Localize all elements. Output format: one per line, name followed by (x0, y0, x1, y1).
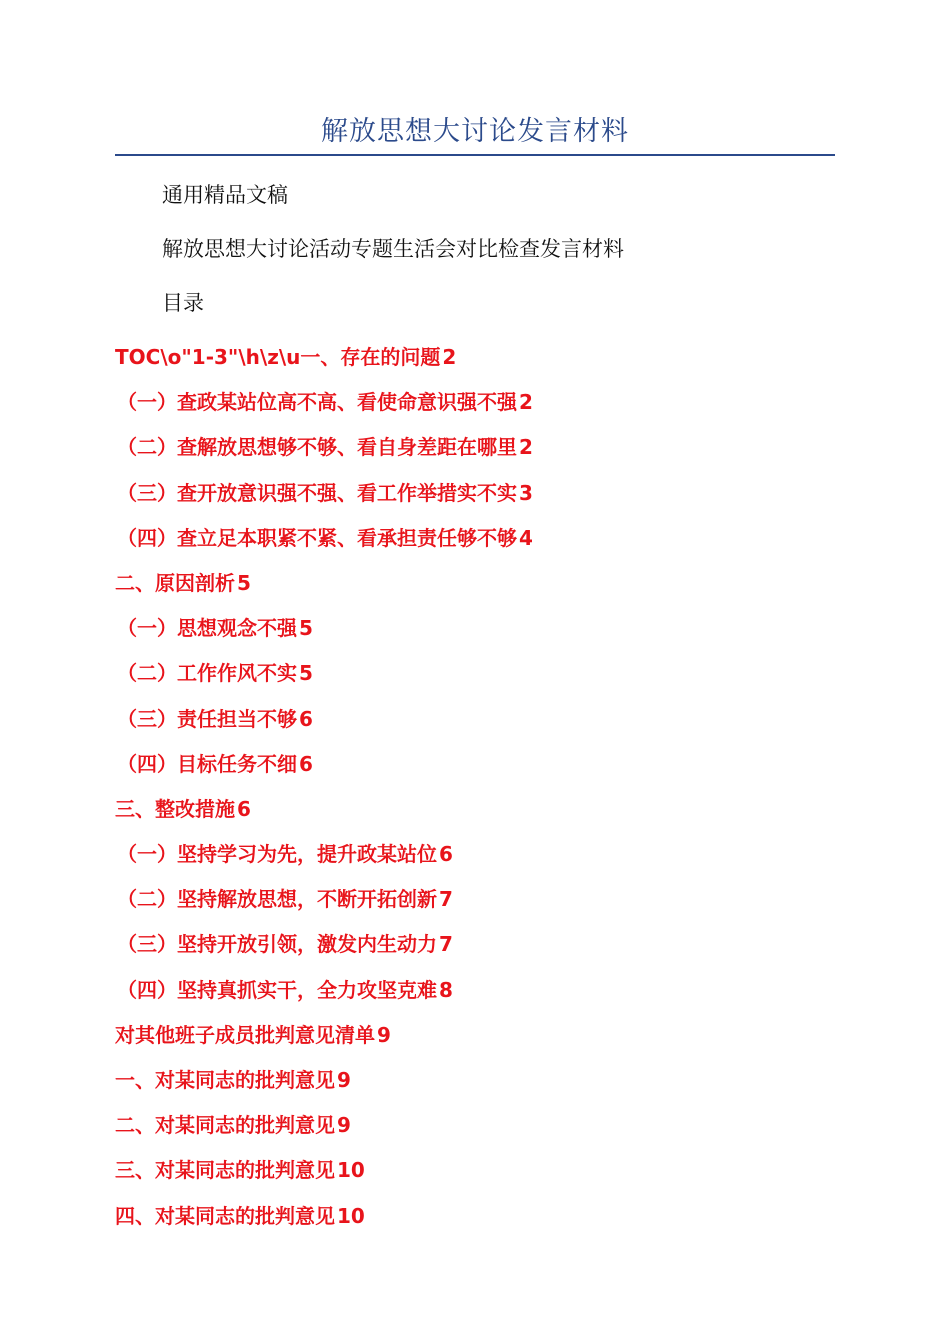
toc-entry-text: （一）坚持学习为先，提升政某站位 (117, 842, 437, 867)
toc-entry[interactable] (115, 748, 533, 793)
toc-entry[interactable] (115, 567, 533, 612)
toc-entry[interactable] (115, 883, 533, 928)
toc-entry-text: （四）目标任务不细 (117, 751, 297, 776)
toc-entry[interactable] (115, 1019, 533, 1064)
toc-entry-text: 四、对某同志的批判意见 (115, 1203, 335, 1228)
toc-entry[interactable] (115, 341, 533, 386)
toc-page-number: 7 (439, 932, 453, 957)
toc-page-number: 4 (519, 525, 533, 550)
toc-entry[interactable] (115, 522, 533, 567)
toc-entry[interactable] (115, 431, 533, 476)
toc-page-number: 6 (299, 751, 313, 776)
toc-page-number: 9 (337, 1113, 351, 1138)
toc-entry-text: （四）查立足本职紧不紧、看承担责任够不够 (117, 525, 517, 550)
toc-entry-text: 二、原因剖析 (115, 570, 235, 595)
toc-page-number: 2 (519, 435, 533, 460)
toc-page-number: 10 (337, 1203, 365, 1228)
toc-page-number: 9 (337, 1068, 351, 1092)
toc-entry[interactable] (115, 1154, 533, 1199)
toc-entry-text: （三）坚持开放引领，激发内生动力 (117, 932, 437, 957)
toc-entry-text: TOC\o"1-3"\h\z\u一、存在的问题 (115, 345, 441, 369)
toc-page-number: 5 (299, 616, 313, 641)
toc-entry-text: 二、对某同志的批判意见 (115, 1113, 335, 1138)
toc-entry-text: （三）查开放意识强不强、看工作举措实不实 (117, 480, 517, 505)
toc-entry[interactable] (115, 838, 533, 883)
material-heading: 解放思想大讨论活动专题生活会对比检查发言材料 (162, 237, 624, 261)
toc-page-number: 2 (442, 345, 457, 369)
toc-page-number: 5 (237, 570, 251, 595)
toc-page-number: 6 (439, 842, 453, 867)
toc-entry[interactable] (115, 612, 533, 657)
toc-entry-text: 对其他班子成员批判意见清单 (115, 1022, 375, 1047)
toc-page-number: 3 (519, 480, 533, 505)
subtitle-line: 通用精品文稿 (162, 183, 288, 207)
table-of-contents (115, 341, 533, 1245)
toc-entry[interactable] (115, 477, 533, 522)
toc-entry-text: （一）查政某站位高不高、看使命意识强不强 (117, 390, 517, 415)
toc-entry-text: （二）坚持解放思想，不断开拓创新 (117, 887, 437, 912)
toc-entry[interactable] (115, 928, 533, 973)
toc-page-number: 8 (439, 977, 453, 1002)
toc-entry-text: 三、整改措施 (115, 796, 235, 821)
toc-entry-text: 三、对某同志的批判意见 (115, 1158, 335, 1183)
toc-entry-text: （四）坚持真抓实干，全力攻坚克难 (117, 977, 437, 1002)
toc-entry-text: （二）查解放思想够不够、看自身差距在哪里 (117, 435, 517, 460)
toc-entry[interactable] (115, 1109, 533, 1154)
toc-entry-text: （二）工作作风不实 (117, 661, 297, 686)
toc-heading: 目录 (162, 291, 204, 315)
toc-page-number: 2 (519, 390, 533, 415)
toc-page-number: 7 (439, 887, 453, 912)
toc-entry[interactable] (115, 703, 533, 748)
toc-entry[interactable] (115, 1200, 533, 1245)
toc-entry-text: 一、对某同志的批判意见 (115, 1068, 335, 1092)
toc-entry[interactable] (115, 657, 533, 702)
toc-entry[interactable] (115, 386, 533, 431)
toc-page-number: 5 (299, 661, 313, 686)
toc-page-number: 10 (337, 1158, 365, 1183)
toc-page-number: 9 (377, 1022, 391, 1047)
toc-page-number: 6 (237, 796, 251, 821)
toc-entry[interactable] (115, 1064, 533, 1109)
title-underline (115, 154, 835, 156)
toc-page-number: 6 (299, 706, 313, 731)
toc-entry[interactable] (115, 974, 533, 1019)
toc-entry-text: （三）责任担当不够 (117, 706, 297, 731)
toc-entry-text: （一）思想观念不强 (117, 616, 297, 641)
document-title: 解放思想大讨论发言材料 (321, 116, 629, 147)
toc-entry[interactable] (115, 793, 533, 838)
